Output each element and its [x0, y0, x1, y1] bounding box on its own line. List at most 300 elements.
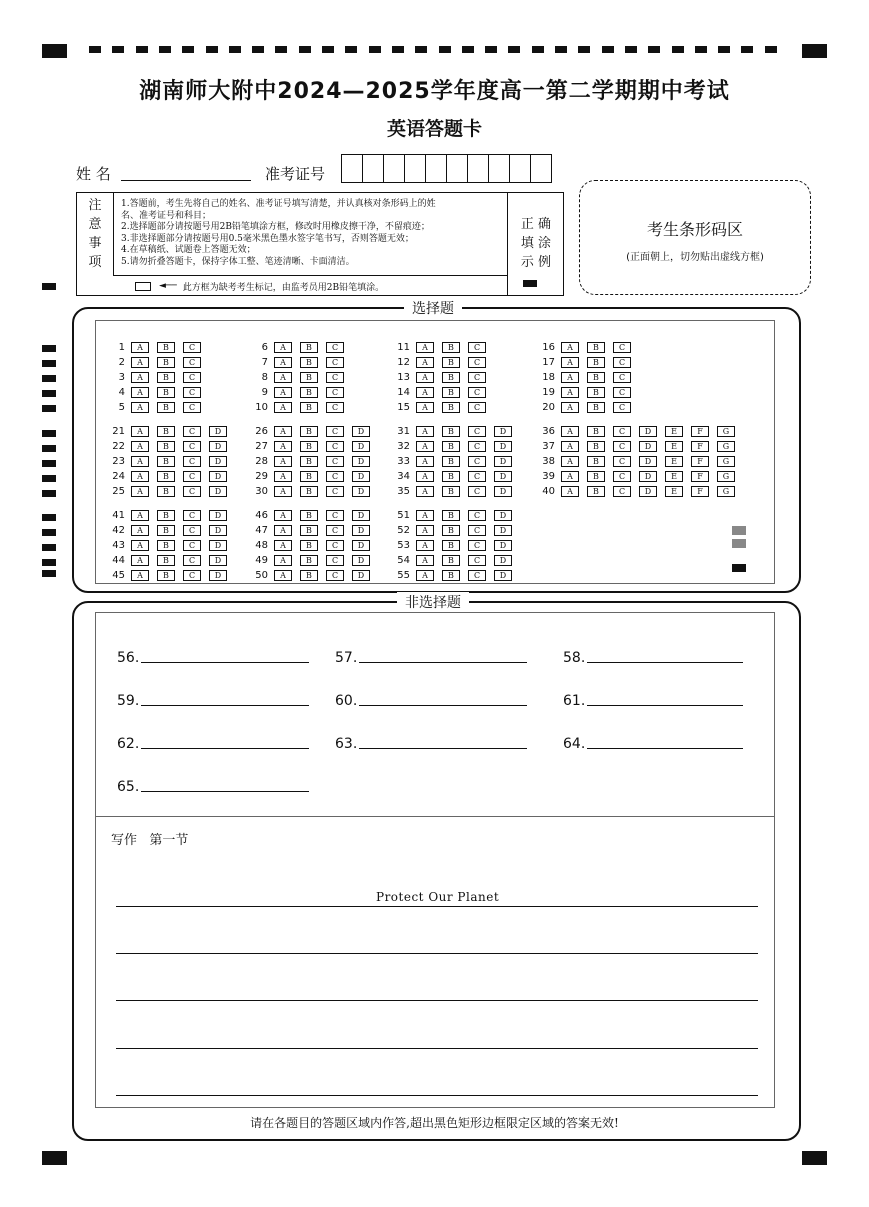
question-number: 42	[112, 525, 125, 536]
absent-checkbox[interactable]	[135, 282, 151, 291]
answer-bubble[interactable]: C	[326, 426, 344, 437]
question-number: 49	[255, 555, 268, 566]
answer-bubble[interactable]: A	[131, 471, 149, 482]
answer-bubble[interactable]: B	[157, 486, 175, 497]
answer-bubble[interactable]: A	[131, 441, 149, 452]
answer-bubble[interactable]: A	[274, 342, 292, 353]
writing-line[interactable]	[116, 1095, 758, 1096]
answer-bubble[interactable]: D	[352, 456, 370, 467]
answer-bubble[interactable]: G	[717, 486, 735, 497]
answer-bubble[interactable]: D	[352, 426, 370, 437]
answer-bubble[interactable]: A	[416, 555, 434, 566]
writing-line[interactable]	[116, 953, 758, 954]
answer-bubble[interactable]: D	[209, 486, 227, 497]
answer-bubble[interactable]: B	[157, 540, 175, 551]
answer-bubble[interactable]: D	[639, 441, 657, 452]
answer-bubble[interactable]: D	[494, 441, 512, 452]
corner-mark-top-left	[42, 44, 67, 58]
question-number: 22	[112, 441, 125, 452]
answer-bubble[interactable]: A	[131, 357, 149, 368]
answer-bubble[interactable]: B	[157, 441, 175, 452]
answer-bubble[interactable]: F	[691, 456, 709, 467]
answer-bubble[interactable]: A	[274, 540, 292, 551]
answer-bubble[interactable]: A	[274, 456, 292, 467]
answer-bubble[interactable]: D	[209, 555, 227, 566]
answer-bubble[interactable]: C	[326, 387, 344, 398]
question-row	[535, 454, 743, 469]
question-row	[248, 553, 378, 568]
answer-bubble[interactable]: C	[183, 570, 201, 581]
answer-bubble[interactable]: B	[442, 426, 460, 437]
answer-bubble[interactable]: B	[157, 426, 175, 437]
answer-bubble[interactable]: D	[639, 426, 657, 437]
answer-bubble[interactable]: B	[157, 456, 175, 467]
question-row	[105, 508, 235, 523]
answer-bubble[interactable]: D	[352, 486, 370, 497]
footer-note: 请在各题目的答题区域内作答,超出黑色矩形边框限定区域的答案无效!	[250, 1116, 619, 1130]
answer-bubble[interactable]: B	[157, 471, 175, 482]
answer-bubble[interactable]: A	[561, 357, 579, 368]
answer-bubble[interactable]: C	[183, 441, 201, 452]
answer-bubble[interactable]: D	[209, 441, 227, 452]
answer-bubble[interactable]: C	[613, 456, 631, 467]
answer-bubble[interactable]: G	[717, 471, 735, 482]
answer-bubble[interactable]: D	[209, 570, 227, 581]
timing-mark	[42, 430, 56, 437]
answer-bubble[interactable]: A	[416, 570, 434, 581]
answer-bubble[interactable]: D	[209, 525, 227, 536]
answer-bubble[interactable]: C	[613, 402, 631, 413]
blank-60[interactable]: 60.	[335, 693, 527, 709]
answer-bubble[interactable]: A	[131, 510, 149, 521]
question-number: 45	[112, 570, 125, 581]
notice-box	[76, 192, 564, 296]
answer-bubble[interactable]: A	[274, 471, 292, 482]
answer-bubble[interactable]: B	[300, 357, 318, 368]
answer-bubble[interactable]: A	[131, 540, 149, 551]
answer-bubble[interactable]: C	[613, 426, 631, 437]
answer-bubble[interactable]: C	[468, 402, 486, 413]
answer-bubble[interactable]: A	[561, 441, 579, 452]
answer-bubble[interactable]: D	[209, 456, 227, 467]
answer-bubble[interactable]: C	[183, 471, 201, 482]
answer-bubble[interactable]: D	[494, 456, 512, 467]
answer-bubble[interactable]: C	[613, 486, 631, 497]
answer-bubble[interactable]: C	[183, 372, 201, 383]
answer-bubble[interactable]: A	[131, 342, 149, 353]
answer-bubble[interactable]: C	[326, 357, 344, 368]
question-number: 44	[112, 555, 125, 566]
question-row	[248, 568, 378, 583]
answer-bubble[interactable]: C	[468, 486, 486, 497]
answer-bubble[interactable]: C	[183, 387, 201, 398]
answer-bubble[interactable]: C	[468, 357, 486, 368]
answer-bubble[interactable]: C	[468, 555, 486, 566]
question-group	[390, 424, 520, 499]
question-number: 14	[397, 387, 410, 398]
timing-mark	[648, 46, 660, 53]
answer-bubble[interactable]: A	[416, 441, 434, 452]
question-row	[390, 568, 520, 583]
answer-bubble[interactable]: B	[157, 402, 175, 413]
answer-bubble[interactable]: A	[274, 510, 292, 521]
answer-bubble[interactable]: A	[131, 402, 149, 413]
answer-bubble[interactable]: C	[468, 525, 486, 536]
answer-bubble[interactable]: C	[183, 357, 201, 368]
answer-bubble[interactable]: A	[274, 441, 292, 452]
answer-bubble[interactable]: B	[442, 441, 460, 452]
question-row	[105, 424, 235, 439]
answer-bubble[interactable]: B	[587, 342, 605, 353]
answer-bubble[interactable]: C	[468, 510, 486, 521]
writing-line[interactable]	[116, 1000, 758, 1001]
answer-bubble[interactable]: A	[274, 555, 292, 566]
answer-bubble[interactable]: B	[442, 387, 460, 398]
answer-bubble[interactable]: B	[587, 441, 605, 452]
question-number: 18	[542, 372, 555, 383]
question-row	[105, 355, 209, 370]
answer-bubble[interactable]: D	[494, 486, 512, 497]
question-group	[390, 508, 520, 583]
timing-mark	[42, 570, 56, 577]
answer-bubble[interactable]: B	[157, 387, 175, 398]
answer-bubble[interactable]: B	[442, 342, 460, 353]
answer-bubble[interactable]: B	[300, 456, 318, 467]
answer-bubble[interactable]: D	[494, 540, 512, 551]
answer-bubble[interactable]: A	[131, 555, 149, 566]
blank-58[interactable]: 58.	[563, 650, 743, 666]
answer-bubble[interactable]: A	[274, 525, 292, 536]
choice-section-title: 选择题	[404, 298, 462, 318]
answer-bubble[interactable]: A	[561, 342, 579, 353]
answer-bubble[interactable]: C	[326, 456, 344, 467]
answer-bubble[interactable]: C	[326, 540, 344, 551]
answer-bubble[interactable]: D	[352, 471, 370, 482]
answer-bubble[interactable]: D	[494, 525, 512, 536]
answer-bubble[interactable]: B	[300, 402, 318, 413]
question-group	[105, 424, 235, 499]
answer-bubble[interactable]: C	[326, 525, 344, 536]
corner-mark-top-right	[802, 44, 827, 58]
barcode-area	[579, 180, 811, 295]
answer-bubble[interactable]: E	[665, 471, 683, 482]
answer-bubble[interactable]: A	[416, 471, 434, 482]
answer-bubble[interactable]: D	[352, 525, 370, 536]
answer-bubble[interactable]: C	[326, 342, 344, 353]
answer-bubble[interactable]: A	[131, 456, 149, 467]
answer-bubble[interactable]: F	[691, 441, 709, 452]
answer-bubble[interactable]: B	[587, 387, 605, 398]
answer-bubble[interactable]: A	[561, 372, 579, 383]
answer-bubble[interactable]: A	[416, 372, 434, 383]
answer-bubble[interactable]: C	[183, 525, 201, 536]
answer-bubble[interactable]: C	[468, 342, 486, 353]
timing-mark	[532, 46, 544, 53]
answer-bubble[interactable]: D	[352, 555, 370, 566]
answer-bubble[interactable]: B	[300, 570, 318, 581]
answer-bubble[interactable]: C	[183, 540, 201, 551]
answer-bubble[interactable]: C	[326, 402, 344, 413]
answer-bubble[interactable]: C	[468, 471, 486, 482]
answer-bubble[interactable]: B	[300, 540, 318, 551]
answer-bubble[interactable]: D	[639, 456, 657, 467]
question-row	[105, 385, 209, 400]
answer-bubble[interactable]: B	[157, 525, 175, 536]
answer-bubble[interactable]: C	[183, 510, 201, 521]
answer-bubble[interactable]: B	[442, 540, 460, 551]
question-number: 25	[112, 486, 125, 497]
answer-bubble[interactable]: B	[442, 486, 460, 497]
answer-bubble[interactable]: C	[468, 426, 486, 437]
question-number: 38	[542, 456, 555, 467]
answer-bubble[interactable]: B	[157, 570, 175, 581]
answer-bubble[interactable]: B	[300, 471, 318, 482]
answer-bubble[interactable]: A	[416, 426, 434, 437]
answer-bubble[interactable]: E	[665, 456, 683, 467]
question-row	[105, 454, 235, 469]
question-number: 1	[118, 342, 125, 353]
timing-mark	[718, 46, 730, 53]
answer-bubble[interactable]: B	[300, 342, 318, 353]
answer-bubble[interactable]: C	[183, 402, 201, 413]
question-group	[248, 424, 378, 499]
writing-line[interactable]	[116, 1048, 758, 1049]
answer-bubble[interactable]: B	[587, 471, 605, 482]
timing-mark	[252, 46, 264, 53]
answer-bubble[interactable]: E	[665, 486, 683, 497]
answer-bubble[interactable]: C	[613, 441, 631, 452]
answer-bubble[interactable]: A	[561, 402, 579, 413]
answer-bubble[interactable]: B	[442, 570, 460, 581]
exam-id-boxes[interactable]	[341, 154, 552, 183]
question-row	[248, 484, 378, 499]
writing-line[interactable]	[116, 906, 758, 907]
answer-bubble[interactable]: A	[416, 342, 434, 353]
question-row	[390, 523, 520, 538]
answer-bubble[interactable]: A	[561, 486, 579, 497]
question-number: 33	[397, 456, 410, 467]
answer-bubble[interactable]: A	[416, 510, 434, 521]
answer-bubble[interactable]: D	[352, 510, 370, 521]
answer-bubble[interactable]: A	[561, 387, 579, 398]
timing-mark	[695, 46, 707, 53]
blank-62[interactable]: 62.	[117, 736, 309, 752]
answer-bubble[interactable]: D	[352, 441, 370, 452]
answer-bubble[interactable]: A	[561, 426, 579, 437]
answer-bubble[interactable]: C	[326, 570, 344, 581]
answer-bubble[interactable]: C	[468, 570, 486, 581]
answer-bubble[interactable]: A	[416, 402, 434, 413]
question-row	[390, 454, 520, 469]
answer-bubble[interactable]: G	[717, 456, 735, 467]
answer-bubble[interactable]: B	[442, 510, 460, 521]
answer-bubble[interactable]: C	[183, 456, 201, 467]
answer-bubble[interactable]: C	[468, 456, 486, 467]
corner-mark-bottom-right	[802, 1151, 827, 1165]
answer-bubble[interactable]: C	[326, 471, 344, 482]
answer-bubble[interactable]: D	[639, 486, 657, 497]
answer-bubble[interactable]: B	[300, 441, 318, 452]
answer-bubble[interactable]: D	[494, 471, 512, 482]
answer-bubble[interactable]: B	[300, 372, 318, 383]
answer-bubble[interactable]: B	[157, 342, 175, 353]
answer-bubble[interactable]: B	[587, 372, 605, 383]
blank-57[interactable]: 57.	[335, 650, 527, 666]
question-row	[105, 370, 209, 385]
blank-59[interactable]: 59.	[117, 693, 309, 709]
blank-61[interactable]: 61.	[563, 693, 743, 709]
answer-bubble[interactable]: A	[416, 540, 434, 551]
answer-bubble[interactable]: D	[209, 510, 227, 521]
answer-bubble[interactable]: B	[300, 387, 318, 398]
answer-bubble[interactable]: C	[326, 555, 344, 566]
question-number: 27	[255, 441, 268, 452]
answer-bubble[interactable]: G	[717, 426, 735, 437]
timing-mark	[42, 405, 56, 412]
answer-bubble[interactable]: A	[416, 486, 434, 497]
answer-bubble[interactable]: B	[442, 402, 460, 413]
question-number: 3	[118, 372, 125, 383]
answer-bubble[interactable]: D	[494, 570, 512, 581]
answer-bubble[interactable]: B	[300, 555, 318, 566]
answer-bubble[interactable]: A	[274, 402, 292, 413]
answer-bubble[interactable]: B	[442, 525, 460, 536]
answer-bubble[interactable]: B	[442, 456, 460, 467]
answer-bubble[interactable]: D	[352, 570, 370, 581]
question-number: 23	[112, 456, 125, 467]
question-row	[390, 424, 520, 439]
question-row	[248, 469, 378, 484]
question-number: 19	[542, 387, 555, 398]
answer-bubble[interactable]: B	[157, 357, 175, 368]
answer-bubble[interactable]: A	[274, 372, 292, 383]
blank-56[interactable]: 56.	[117, 650, 309, 666]
answer-bubble[interactable]: D	[494, 510, 512, 521]
answer-bubble[interactable]: D	[494, 555, 512, 566]
section-divider	[95, 816, 774, 817]
answer-bubble[interactable]: B	[157, 555, 175, 566]
answer-bubble[interactable]: C	[613, 372, 631, 383]
answer-bubble[interactable]: C	[326, 510, 344, 521]
answer-bubble[interactable]: A	[274, 486, 292, 497]
answer-bubble[interactable]: C	[326, 372, 344, 383]
answer-bubble[interactable]: B	[300, 510, 318, 521]
answer-bubble[interactable]: F	[691, 426, 709, 437]
name-field[interactable]	[121, 180, 251, 181]
answer-bubble[interactable]: C	[183, 426, 201, 437]
question-row	[105, 484, 235, 499]
answer-bubble[interactable]: A	[131, 426, 149, 437]
timing-mark	[229, 46, 241, 53]
answer-bubble[interactable]: F	[691, 471, 709, 482]
question-number: 9	[261, 387, 268, 398]
answer-bubble[interactable]: B	[587, 486, 605, 497]
answer-bubble[interactable]: B	[442, 372, 460, 383]
timing-mark	[42, 390, 56, 397]
answer-bubble[interactable]: A	[561, 456, 579, 467]
answer-bubble[interactable]: A	[561, 471, 579, 482]
answer-bubble[interactable]: C	[468, 441, 486, 452]
answer-bubble[interactable]: B	[300, 486, 318, 497]
question-number: 51	[397, 510, 410, 521]
answer-bubble[interactable]: C	[468, 387, 486, 398]
answer-bubble[interactable]: C	[183, 342, 201, 353]
answer-bubble[interactable]: B	[300, 426, 318, 437]
question-group	[248, 508, 378, 583]
question-number: 5	[118, 402, 125, 413]
blank-65[interactable]: 65.	[117, 779, 309, 795]
answer-bubble[interactable]: C	[326, 486, 344, 497]
answer-bubble[interactable]: A	[416, 525, 434, 536]
answer-bubble[interactable]: G	[717, 441, 735, 452]
answer-bubble[interactable]: C	[613, 342, 631, 353]
answer-bubble[interactable]: C	[326, 441, 344, 452]
answer-bubble[interactable]: F	[691, 486, 709, 497]
question-row	[390, 439, 520, 454]
answer-bubble[interactable]: D	[209, 540, 227, 551]
answer-bubble[interactable]: A	[274, 357, 292, 368]
answer-bubble[interactable]: D	[639, 471, 657, 482]
page-subtitle: 英语答题卡	[386, 118, 482, 140]
blank-63[interactable]: 63.	[335, 736, 527, 752]
blank-64[interactable]: 64.	[563, 736, 743, 752]
answer-bubble[interactable]: B	[442, 555, 460, 566]
answer-bubble[interactable]: A	[131, 372, 149, 383]
answer-bubble[interactable]: A	[416, 456, 434, 467]
question-row	[248, 523, 378, 538]
answer-bubble[interactable]: B	[442, 471, 460, 482]
answer-bubble[interactable]: E	[665, 441, 683, 452]
question-row	[390, 484, 520, 499]
answer-bubble[interactable]: A	[131, 570, 149, 581]
answer-bubble[interactable]: B	[587, 357, 605, 368]
answer-bubble[interactable]: C	[183, 486, 201, 497]
answer-bubble[interactable]: A	[274, 426, 292, 437]
answer-bubble[interactable]: B	[300, 525, 318, 536]
answer-bubble[interactable]: C	[613, 471, 631, 482]
answer-bubble[interactable]: A	[416, 357, 434, 368]
timing-mark	[765, 46, 777, 53]
answer-bubble[interactable]: A	[274, 387, 292, 398]
answer-bubble[interactable]: C	[613, 387, 631, 398]
answer-bubble[interactable]: E	[665, 426, 683, 437]
answer-bubble[interactable]: A	[131, 486, 149, 497]
answer-bubble[interactable]: A	[131, 387, 149, 398]
answer-bubble[interactable]: D	[352, 540, 370, 551]
answer-bubble[interactable]: B	[157, 372, 175, 383]
answer-bubble[interactable]: D	[209, 426, 227, 437]
answer-bubble[interactable]: B	[587, 426, 605, 437]
answer-bubble[interactable]: A	[274, 570, 292, 581]
answer-bubble[interactable]: B	[587, 456, 605, 467]
answer-bubble[interactable]: D	[209, 471, 227, 482]
answer-bubble[interactable]: A	[416, 387, 434, 398]
answer-bubble[interactable]: C	[468, 372, 486, 383]
answer-bubble[interactable]: C	[613, 357, 631, 368]
answer-bubble[interactable]: B	[442, 357, 460, 368]
answer-bubble[interactable]: D	[494, 426, 512, 437]
answer-bubble[interactable]: A	[131, 525, 149, 536]
answer-bubble[interactable]: C	[183, 555, 201, 566]
answer-bubble[interactable]: B	[157, 510, 175, 521]
question-group	[105, 508, 235, 583]
question-number: 46	[255, 510, 268, 521]
question-number: 50	[255, 570, 268, 581]
timing-mark	[42, 514, 56, 521]
answer-bubble[interactable]: C	[468, 540, 486, 551]
answer-bubble[interactable]: B	[587, 402, 605, 413]
question-number: 36	[542, 426, 555, 437]
